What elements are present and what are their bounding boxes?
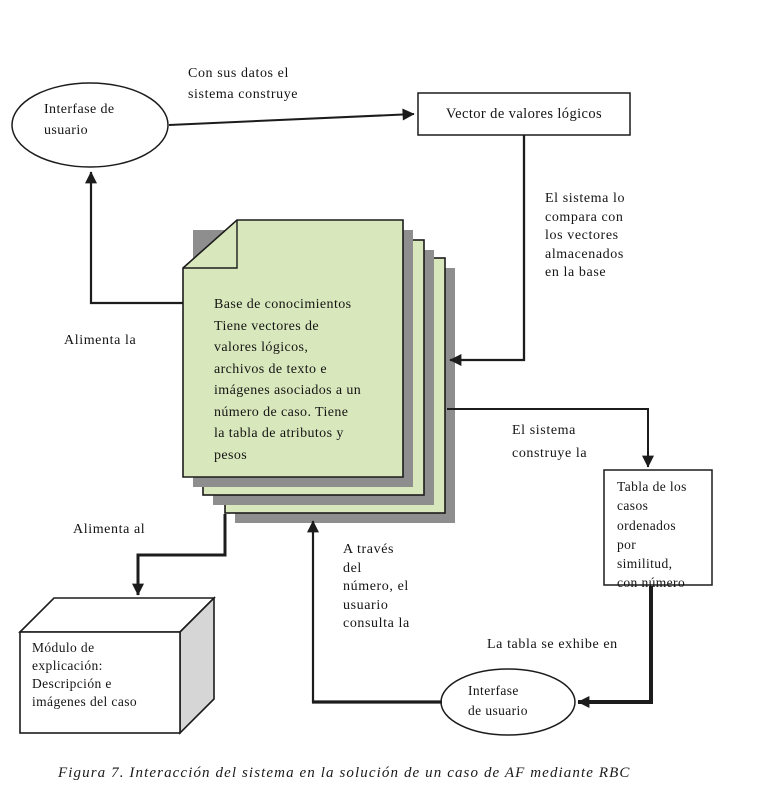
interfase-top-label: Interfase de usuario	[44, 102, 115, 138]
edge-label-se-exhibe: La tabla se exhibe en	[487, 637, 618, 652]
arrow-interfase-to-vector	[169, 114, 414, 125]
figure-caption: Figura 7. Interacción del sistema en la solución de un caso de AF mediante RBC	[58, 765, 631, 781]
edge-label-alimenta-al: Alimenta al	[73, 522, 146, 537]
arrow-base-to-modulo	[138, 514, 225, 595]
modulo-label: Módulo de explicación: Descripción e imágenes del caso	[32, 640, 138, 709]
base-conocimientos-label: Base de conocimientos Tiene vectores de valores lógicos, archivos de texto e imágenes asociados a un número de caso. Tiene la tabla de atributos y pesos	[214, 297, 362, 463]
arrow-vector-to-base	[450, 135, 524, 360]
edge-label-a-traves: A través del número, el usuario consulta la	[343, 542, 410, 631]
tabla-casos-label: Tabla de los casos ordenados por similitud, con número	[617, 479, 687, 591]
vector-label: Vector de valores lógicos	[445, 105, 603, 122]
edge-label-compara: El sistema lo compara con los vectores almacenados en la base	[545, 191, 626, 280]
arrow-base-to-interfase-top	[91, 172, 183, 303]
edge-label-con-sus-datos: Con sus datos el sistema construye	[188, 66, 299, 102]
edge-label-alimenta-la: Alimenta la	[64, 333, 137, 348]
interfase-bottom-label: Interfase de usuario	[468, 683, 528, 718]
edge-label-construye-la: El sistema construye la	[512, 423, 588, 461]
